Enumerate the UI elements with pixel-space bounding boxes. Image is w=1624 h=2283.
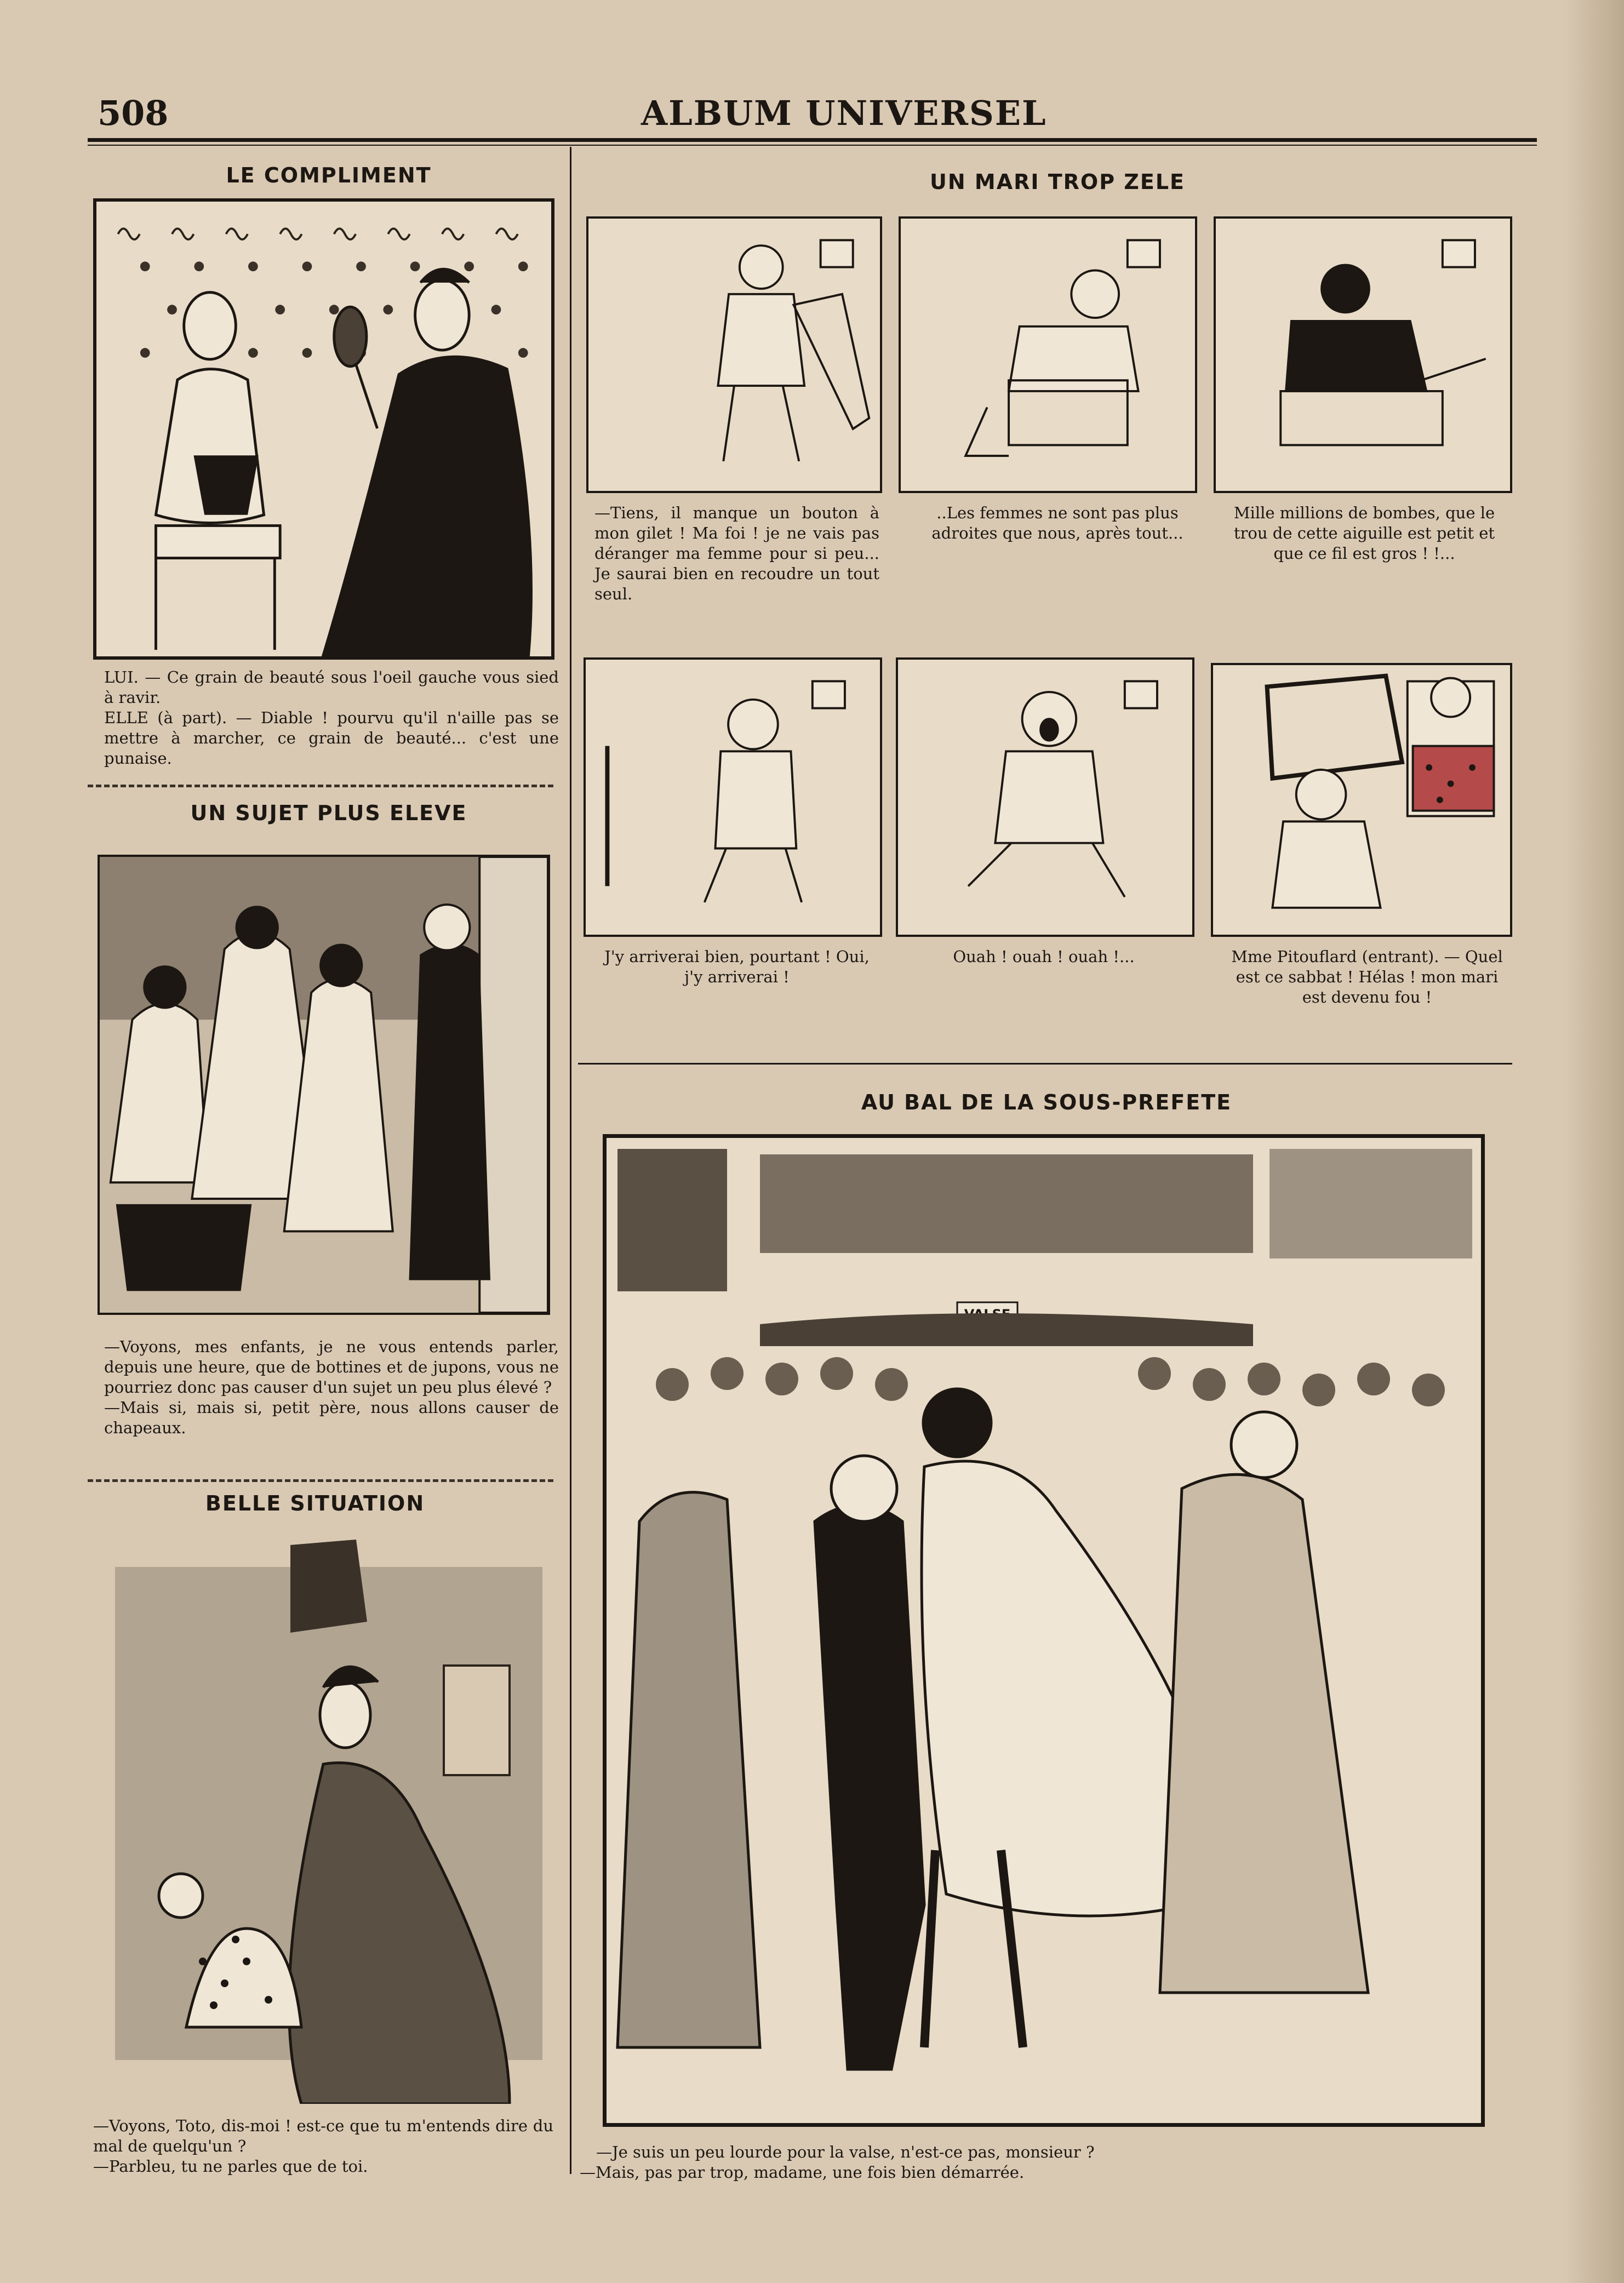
- mari-caption-2: ..Les femmes ne sont pas plus adroites que nous, après tout...: [931, 503, 1183, 542]
- situation-caption: [93, 2116, 553, 2177]
- bal-illustration: [603, 1134, 1485, 2127]
- mari-caption-1: —Tiens, il manque un bouton à mon gilet ! Ma foi ! je ne vais pas déranger ma femme pour si peu... Je saurai bien en recoudre un tout seul.: [594, 503, 879, 603]
- bal-caption-line: —Mais, pas par trop, madame, une fois bien démarrée.: [580, 2163, 1025, 2182]
- sujet-illustration: [98, 855, 550, 1315]
- compliment-caption-line: LUI. — Ce grain de beauté sous l'oeil gauche vous sied à ravir.: [104, 668, 559, 707]
- mari-title: UN MARI TROP ZELE: [930, 170, 1185, 194]
- column-rule: [570, 147, 571, 2174]
- compliment-title: LE COMPLIMENT: [226, 163, 432, 187]
- page-edge: [1564, 0, 1624, 2283]
- mari-panel-3: [1214, 216, 1512, 493]
- bal-title: AU BAL DE LA SOUS-PREFETE: [861, 1090, 1232, 1114]
- separator: [88, 785, 553, 787]
- sujet-caption: [104, 1337, 559, 1438]
- mari-caption-6: Mme Pitouflard (entrant). — Quel est ce sabbat ! Hélas ! mon mari est devenu fou !: [1231, 947, 1503, 1006]
- situation-caption-line: —Voyons, Toto, dis-moi ! est-ce que tu m'entends dire du mal de quelqu'un ?: [93, 2116, 553, 2155]
- situation-title: BELLE SITUATION: [205, 1491, 425, 1515]
- page-number: 508: [98, 93, 169, 133]
- compliment-illustration: [93, 198, 554, 660]
- situation-caption-line: —Parbleu, tu ne parles que de toi.: [93, 2157, 368, 2176]
- separator: [578, 1063, 1512, 1065]
- mari-panel-5: [896, 657, 1194, 937]
- mari-caption-4: J'y arriverai bien, pourtant ! Oui, j'y arriverai !: [604, 947, 870, 986]
- mari-panel-6: [1211, 663, 1512, 937]
- separator: [88, 1479, 553, 1482]
- sujet-caption-line: —Mais si, mais si, petit père, nous allons causer de chapeaux.: [104, 1398, 559, 1437]
- mari-panel-1: [586, 216, 882, 493]
- situation-illustration: [104, 1534, 553, 2104]
- header-rule-thin: [88, 145, 1537, 146]
- header-rule: [88, 138, 1537, 142]
- mari-panel-2: [899, 216, 1197, 493]
- sujet-caption-line: —Voyons, mes enfants, je ne vous entends parler, depuis une heure, que de bottines et de jupons, vous ne pourriez donc pas causer d'un sujet un peu plus élevé ?: [104, 1337, 559, 1397]
- bal-caption: [580, 2142, 1402, 2183]
- mari-caption-3: Mille millions de bombes, que le trou de cette aiguille est petit et que ce fil est gros ! !...: [1233, 503, 1495, 563]
- compliment-caption-line: ELLE (à part). — Diable ! pourvu qu'il n'aille pas se mettre à marcher, ce grain de beauté... c'est une punaise.: [104, 708, 559, 768]
- bal-caption-line: —Je suis un peu lourde pour la valse, n'est-ce pas, monsieur ?: [596, 2143, 1095, 2161]
- mari-panel-4: [584, 657, 882, 937]
- compliment-caption: [104, 667, 559, 769]
- mari-caption-5: Ouah ! ouah ! ouah !...: [953, 947, 1135, 966]
- journal-title: ALBUM UNIVERSEL: [641, 93, 1047, 133]
- sujet-title: UN SUJET PLUS ELEVE: [190, 801, 467, 825]
